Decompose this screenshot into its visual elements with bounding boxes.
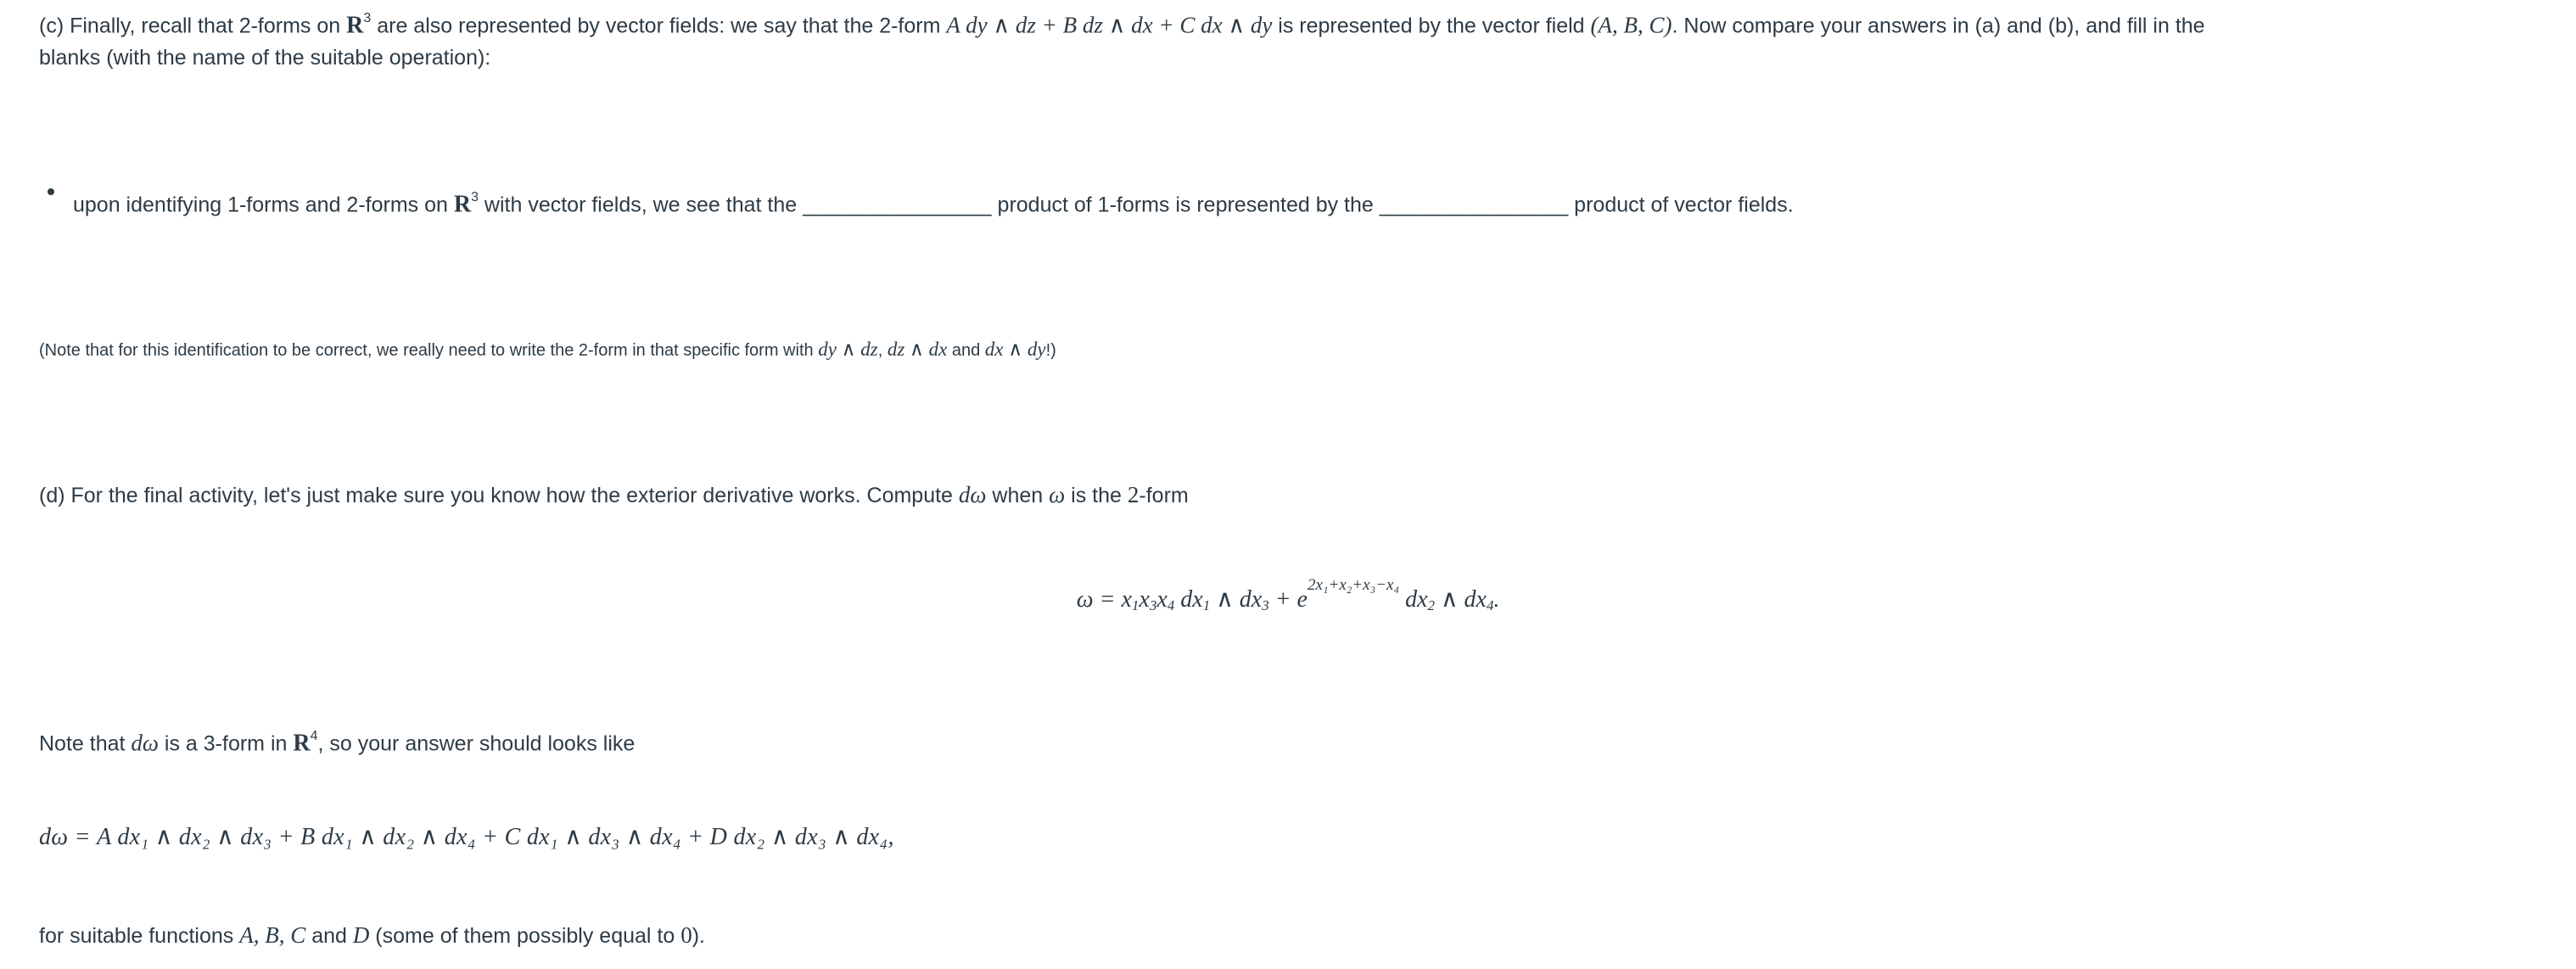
eq-wedge-dx4: ∧ dx <box>1435 586 1487 613</box>
final-zero: 0 <box>680 922 692 948</box>
final-mid: (some of them possibly equal to <box>369 924 681 948</box>
vector-field-abc: (A, B, C) <box>1590 12 1672 38</box>
r-symbol-3: R <box>293 730 311 757</box>
note-d-omega: dω <box>131 730 159 756</box>
eq-dx2-sub: 2 <box>1427 597 1436 614</box>
part-c-text-3: is represented by the vector field <box>1272 14 1591 38</box>
eq-dx4-sub: 4 <box>1486 597 1494 614</box>
note-text: (Note that for this identification to be correct, we really need to write the 2-form in that specific form with <box>39 341 819 360</box>
answer-form: dω = A dx₁ ∧ dx₂ ∧ dx₃ + B dx₁ ∧ dx₂ ∧ dx₄ + C dx₁ ∧ dx₃ ∧ dx₄ + D dx₂ ∧ dx₃ ∧ dx₄, <box>39 824 894 850</box>
note-form-2: dz ∧ dx <box>887 339 948 360</box>
eq-dx3-sub: 3 <box>1262 597 1269 614</box>
eq-x3: x <box>1139 586 1150 613</box>
eq-exponent: 2x₁+x₂+x₃−x₄ <box>1307 576 1400 594</box>
final-and: and <box>305 924 353 948</box>
note-comma: , <box>877 341 888 360</box>
bullet-dot <box>48 188 54 195</box>
note-form-1: dy ∧ dz <box>818 339 878 360</box>
eq-x4: x <box>1156 586 1168 613</box>
note-and: and <box>947 341 985 360</box>
bullet-text-4: product of vector fields. <box>1568 193 1794 217</box>
part-d-when: when <box>986 484 1050 507</box>
eq-dx2: dx <box>1399 586 1428 613</box>
exponent-3-b: 3 <box>471 190 479 204</box>
final-abc: A, B, C <box>239 922 306 948</box>
final-d: D <box>352 922 370 948</box>
d-omega: dω <box>958 482 987 507</box>
part-c-text-4: . Now compare your answers in (a) and (b), and fill in the <box>1672 14 2205 38</box>
part-d-is-the: is the <box>1065 484 1128 507</box>
eq-sub-1: 1 <box>1131 597 1140 614</box>
note-end: !) <box>1045 341 1056 360</box>
note-post: , so your answer should looks like <box>317 731 636 756</box>
r-symbol: R <box>346 12 364 39</box>
part-d-text-1: (d) For the final activity, let's just make sure you know how the exterior derivative works. Compute <box>39 484 959 507</box>
final-end: ). <box>692 924 705 948</box>
eq-plus-e: + e <box>1268 586 1308 613</box>
part-d-paragraph <box>39 479 1189 512</box>
omega-equation <box>0 575 2576 625</box>
two-number: 2 <box>1127 482 1140 507</box>
r-symbol-2: R <box>453 191 472 218</box>
part-c-text-5: blanks (with the name of the suitable operation): <box>39 46 491 70</box>
eq-sub-4: 4 <box>1167 597 1175 614</box>
eq-sub-3: 3 <box>1149 597 1157 614</box>
answer-form-equation <box>39 821 894 854</box>
part-c-text-1: (c) Finally, recall that 2-forms on <box>39 14 347 38</box>
part-c-text-2: are also represented by vector fields: we say that the 2-form <box>371 14 947 38</box>
exponent-4: 4 <box>310 729 318 743</box>
eq-dx1: dx <box>1174 586 1203 613</box>
two-form-expression: A dy ∧ dz + B dz ∧ dx + C dx ∧ dy <box>946 12 1273 38</box>
exponent-3: 3 <box>363 11 372 25</box>
identification-note <box>39 333 1056 367</box>
final-sentence <box>39 919 705 952</box>
eq-wedge-dx3: ∧ dx <box>1210 586 1263 613</box>
blank-2: ________________ <box>1379 193 1569 217</box>
eq-dx1-sub: 1 <box>1202 597 1211 614</box>
note-form-3: dx ∧ dy <box>984 339 1046 360</box>
part-d-form: -form <box>1139 484 1189 507</box>
bullet-text-3: product of 1-forms is represented by the <box>991 193 1380 217</box>
note-pre: Note that <box>39 731 132 756</box>
omega: ω <box>1049 482 1066 507</box>
final-pre: for suitable functions <box>39 924 240 948</box>
bullet-item <box>73 184 1794 221</box>
eq-period: . <box>1493 586 1500 613</box>
part-c-paragraph <box>39 5 2205 74</box>
blank-1: ________________ <box>803 193 992 217</box>
bullet-text-1: upon identifying 1-forms and 2-forms on <box>73 193 454 217</box>
three-form-note <box>39 723 635 759</box>
note-mid: is a 3-form in <box>158 731 294 756</box>
bullet-text-2: with vector fields, we see that the <box>478 193 804 217</box>
eq-omega: ω = x <box>1076 586 1132 613</box>
